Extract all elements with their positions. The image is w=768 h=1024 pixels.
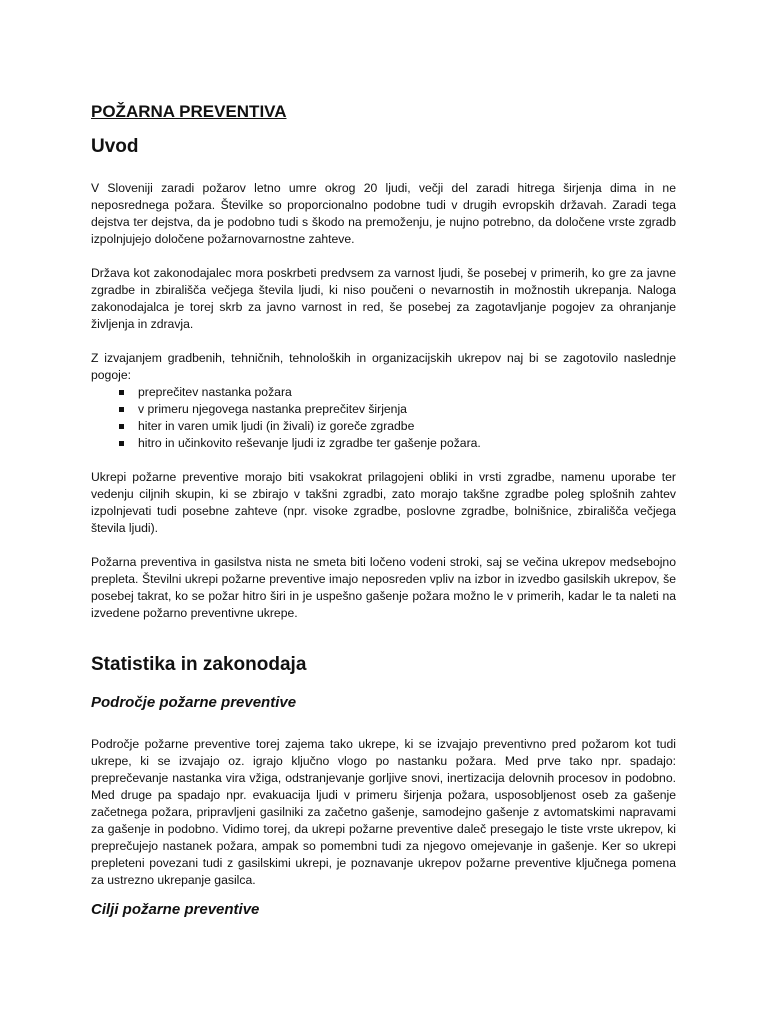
list-item (119, 418, 676, 435)
section-heading-uvod: Uvod (91, 136, 139, 157)
subsection-heading-podrocje: Področje požarne preventive (91, 694, 297, 711)
document-title: POŽARNA PREVENTIVA (91, 102, 287, 121)
section-heading-statistika: Statistika in zakonodaja (91, 654, 307, 675)
list-item (119, 401, 676, 418)
square-bullet-icon (119, 424, 124, 429)
paragraph: Država kot zakonodajalec mora poskrbeti predvsem za varnost ljudi, še posebej v primerih, ko gre za javne zgradbe in zbirališča večjega števila ljudi, ki niso poučeni o nevarnostih in možnostih ukrepanja. Naloga zakonodajalca je torej skrb za javno varnost in red, še posebej za zagotavljanje pogojev za ohranjanje življenja in zdravja. (91, 266, 676, 331)
subsection-heading-cilji: Cilji požarne preventive (91, 901, 260, 918)
paragraph: V Sloveniji zaradi požarov letno umre okrog 20 ljudi, večji del zaradi hitrega širjenja dima in ne neposrednega požara. Številke so proporcionalno podobne tudi v drugih evropskih državah. Zaradi tega dejstva ter dejstva, da je podobno tudi s škodo na premoženju, je nujno potrebno, da določene vrste zgradb izpolnjujejo določene požarnovarnostne zahteve. (91, 181, 676, 246)
list-item-text: hitro in učinkovito reševanje ljudi iz zgradbe ter gašenje požara. (138, 436, 481, 450)
list-item-text: v primeru njegovega nastanka preprečitev širjenja (138, 402, 407, 416)
paragraph: Z izvajanjem gradbenih, tehničnih, tehnoloških in organizacijskih ukrepov naj bi se zagotovilo naslednje pogoje: (91, 351, 676, 382)
square-bullet-icon (119, 441, 124, 446)
paragraph: Ukrepi požarne preventive morajo biti vsakokrat prilagojeni obliki in vrsti zgradbe, namenu uporabe ter vedenju ciljnih skupin, ki se zbirajo v takšni zgradbi, zato morajo takšne zgradbe poleg splošnih zahtev izpolnjevati tudi posebne zahteve (npr. visoke zgradbe, poslovne zgradbe, bolnišnice, zbirališča večjega števila ljudi). (91, 470, 676, 535)
square-bullet-icon (119, 407, 124, 412)
list-item (119, 435, 676, 452)
list-item-text: hiter in varen umik ljudi (in živali) iz goreče zgradbe (138, 419, 415, 433)
paragraph: Požarna preventiva in gasilstva nista ne smeta biti ločeno vodeni stroki, saj se večina ukrepov medsebojno prepleta. Številni ukrepi požarne preventive imajo neposreden vpliv na izbor in izvedbo gasilskih ukrepov, še posebej takrat, ko se požar hitro širi in je uspešno gašenje požara možno le v primerih, kadar le ta naleti na izvedene požarno preventivne ukrepe. (91, 555, 676, 620)
list-item (119, 384, 676, 401)
conditions-list (91, 384, 676, 452)
list-item-text: preprečitev nastanka požara (138, 385, 292, 399)
square-bullet-icon (119, 390, 124, 395)
paragraph: Področje požarne preventive torej zajema tako ukrepe, ki se izvajajo preventivno pred požarom kot tudi ukrepe, ki se izvajajo oz. igrajo ključno vlogo po nastanku požara. Med prve tako npr. spadajo: preprečevanje nastanka vira vžiga, odstranjevanje gorljive snovi, inertizacija delovnih procesov in podobno. Med druge pa spadajo npr. evakuacija ljudi v primeru širjenja požara, usposobljenost oseb za gašenje začetnega požara, pripravljeni gasilniki za začetno gašenje, samodejno gašenje z avtomatskimi napravami za gašenje in podobno. Vidimo torej, da ukrepi požarne preventive daleč presegajo le tiste vrste ukrepov, ki preprečujejo nastanek požara, ampak so pomembni tudi za njegovo omejevanje in gašenje. Ker so ukrepi prepleteni povezani tudi z gasilskimi ukrepi, je poznavanje ukrepov požarne preventive ključnega pomena za ustrezno ukrepanje gasilca. (91, 737, 676, 887)
